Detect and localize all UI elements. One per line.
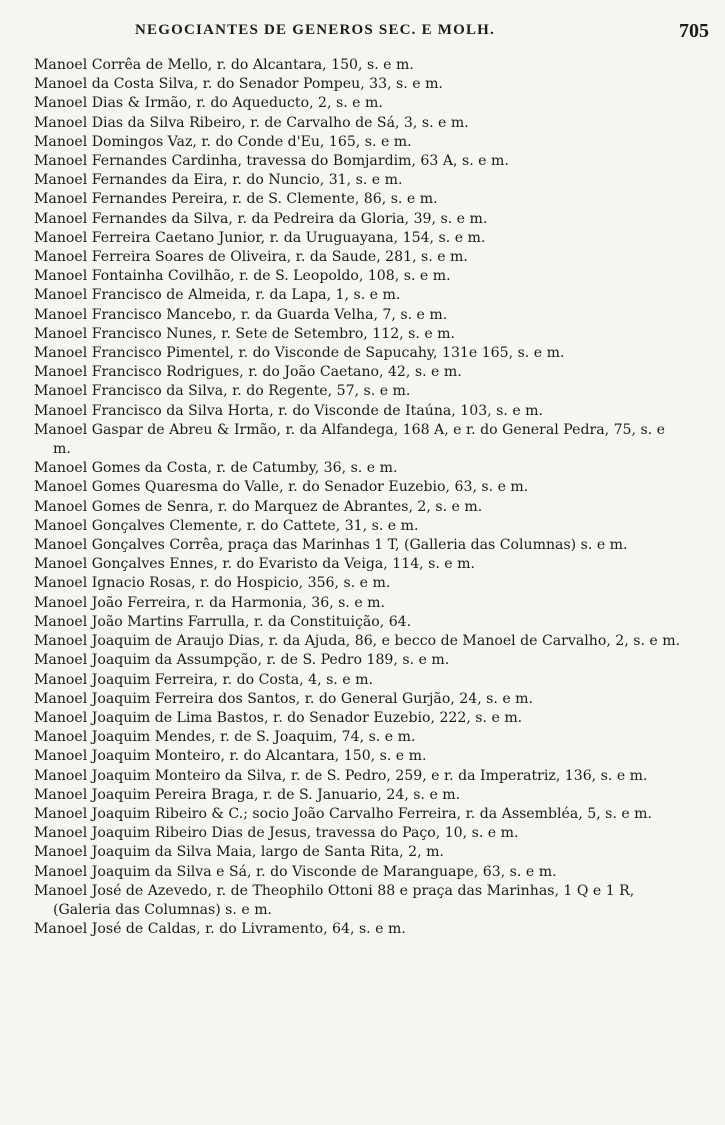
list-item: Manoel Francisco da Silva Horta, r. do Visconde de Itaúna, 103, s. e m. [34, 402, 543, 419]
list-item: Manoel Gaspar de Abreu & Irmão, r. da Alfandega, 168 A, e r. do General Pedra, 75, s. e m. [34, 421, 666, 458]
list-item: Manoel Fernandes da Eira, r. do Nuncio, 31, s. e m. [34, 172, 403, 189]
list-item: Manoel da Costa Silva, r. do Senador Pompeu, 33, s. e m. [34, 76, 443, 93]
list-item: Manoel Joaquim Ribeiro Dias de Jesus, travessa do Paço, 10, s. e m. [34, 825, 519, 842]
list-item: Manoel José de Caldas, r. do Livramento, 64, s. e m. [34, 921, 406, 938]
list-item: Manoel Dias & Irmão, r. do Aqueducto, 2, s. e m. [34, 95, 383, 112]
list-item: Manoel Francisco da Silva, r. do Regente, 57, s. e m. [34, 383, 411, 400]
page-number: 705 [679, 20, 709, 42]
list-item: Manoel Dias da Silva Ribeiro, r. de Carvalho de Sá, 3, s. e m. [34, 114, 469, 131]
list-item: Manoel Gomes de Senra, r. do Marquez de Abrantes, 2, s. e m. [34, 498, 483, 515]
list-item: Manoel Joaquim Monteiro, r. do Alcantara, 150, s. e m. [34, 748, 427, 765]
list-item: Manoel Francisco de Almeida, r. da Lapa, 1, s. e m. [34, 287, 401, 304]
list-item: Manoel Ignacio Rosas, r. do Hospicio, 356, s. e m. [34, 575, 391, 592]
list-item: Manoel Joaquim da Silva e Sá, r. do Visconde de Maranguape, 63, s. e m. [34, 863, 557, 880]
section-title: NEGOCIANTES DE GENEROS SEC. E MOLH. [135, 22, 495, 38]
list-item: Manoel João Ferreira, r. da Harmonia, 36, s. e m. [34, 594, 386, 611]
list-item: Manoel Ferreira Caetano Junior, r. da Uruguayana, 154, s. e m. [34, 229, 486, 246]
list-item: Manoel Joaquim Ribeiro & C.; socio João Carvalho Ferreira, r. da Assembléa, 5, s. e m. [34, 805, 653, 822]
list-item: Manoel João Martins Farrulla, r. da Constituição, 64. [34, 613, 412, 630]
list-item: Manoel Gonçalves Ennes, r. do Evaristo da Veiga, 114, s. e m. [34, 556, 475, 573]
list-item: Manoel Francisco Nunes, r. Sete de Setembro, 112, s. e m. [34, 325, 455, 342]
list-item: Manoel Joaquim da Assumpção, r. de S. Pedro 189, s. e m. [34, 652, 450, 669]
list-item: Manoel Domingos Vaz, r. do Conde d'Eu, 165, s. e m. [34, 133, 412, 150]
list-item: Manoel Joaquim da Silva Maia, largo de Santa Rita, 2, m. [34, 844, 444, 861]
list-item: Manoel Joaquim de Araujo Dias, r. da Ajuda, 86, e becco de Manoel de Carvalho, 2, s. e m. [34, 633, 681, 650]
list-item: Manoel Corrêa de Mello, r. do Alcantara, 150, s. e m. [34, 57, 414, 73]
list-item: Manoel Joaquim Ferreira, r. do Costa, 4, s. e m. [34, 671, 373, 688]
entry-list [34, 56, 684, 939]
list-item: Manoel Joaquim Mendes, r. de S. Joaquim, 74, s. e m. [34, 729, 416, 746]
list-item: Manoel Francisco Mancebo, r. da Guarda Velha, 7, s. e m. [34, 306, 448, 323]
list-item: Manoel Gomes Quaresma do Valle, r. do Senador Euzebio, 63, s. e m. [34, 479, 529, 496]
list-item: Manoel Ferreira Soares de Oliveira, r. da Saude, 281, s. e m. [34, 249, 468, 266]
list-item: Manoel Gomes da Costa, r. de Catumby, 36, s. e m. [34, 460, 398, 477]
list-item: Manoel José de Azevedo, r. de Theophilo Ottoni 88 e praça das Marinhas, 1 Q e 1 R, (Galeria das Columnas) s. e m. [34, 882, 635, 918]
list-item: Manoel Fontainha Covilhão, r. de S. Leopoldo, 108, s. e m. [34, 268, 451, 285]
list-item: Manoel Francisco Pimentel, r. do Visconde de Sapucahy, 131e 165, s. e m. [34, 345, 565, 362]
list-item: Manoel Fernandes Pereira, r. de S. Clemente, 86, s. e m. [34, 191, 438, 208]
list-item: Manoel Francisco Rodrigues, r. do João Caetano, 42, s. e m. [34, 364, 462, 381]
list-item: Manoel Gonçalves Clemente, r. do Cattete, 31, s. e m. [34, 517, 419, 534]
running-header [0, 22, 725, 46]
list-item: Manoel Joaquim de Lima Bastos, r. do Senador Euzebio, 222, s. e m. [34, 709, 523, 726]
list-item: Manoel Fernandes da Silva, r. da Pedreira da Gloria, 39, s. e m. [34, 210, 488, 227]
list-item: Manoel Joaquim Pereira Braga, r. de S. Januario, 24, s. e m. [34, 786, 461, 803]
list-item: Manoel Joaquim Monteiro da Silva, r. de S. Pedro, 259, e r. da Imperatriz, 136, s. e m. [34, 767, 648, 784]
list-item: Manoel Fernandes Cardinha, travessa do Bomjardim, 63 A, s. e m. [34, 153, 509, 170]
list-item: Manoel Joaquim Ferreira dos Santos, r. do General Gurjão, 24, s. e m. [34, 690, 534, 707]
list-item: Manoel Gonçalves Corrêa, praça das Marinhas 1 T, (Galleria das Columnas) s. e m. [34, 537, 628, 554]
